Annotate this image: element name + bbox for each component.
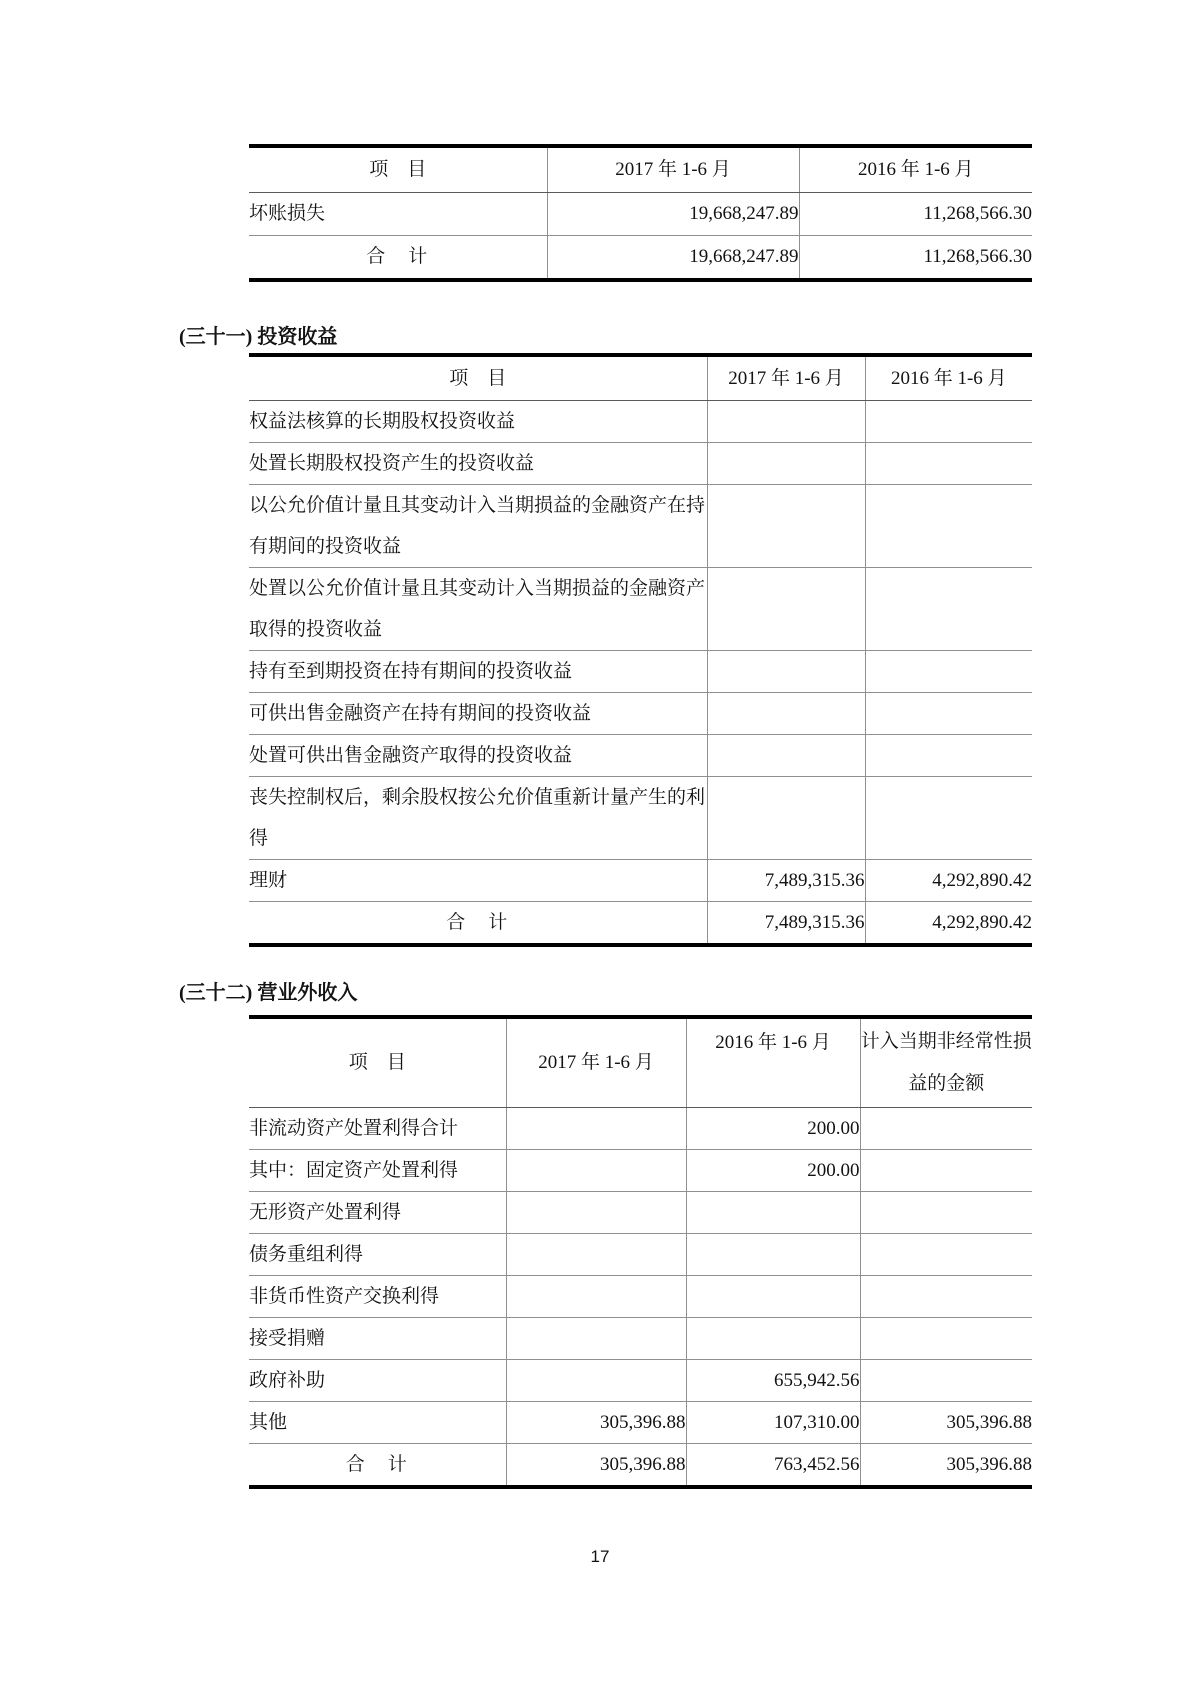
table-header <box>249 146 1032 193</box>
value-cell-nonrecurring <box>860 1108 1032 1150</box>
value-cell-v2017: 7,489,315.36 <box>707 860 865 902</box>
value-cell-v2017 <box>707 485 865 568</box>
table-header <box>249 1017 1032 1108</box>
table-row <box>249 443 1032 485</box>
column-header: 2017 年 1-6 月 <box>506 1017 686 1108</box>
value-cell-v2016 <box>865 401 1032 443</box>
section-32-title: (三十二) 营业外收入 <box>179 982 358 1004</box>
value-cell-v2017 <box>707 693 865 735</box>
table-row <box>249 1150 1032 1192</box>
value-cell-v2017 <box>506 1276 686 1318</box>
table-row <box>249 1192 1032 1234</box>
table-row <box>249 485 1032 568</box>
item-cell: 处置以公允价值计量且其变动计入当期损益的金融资产取得的投资收益 <box>249 568 707 651</box>
item-cell: 坏账损失 <box>249 193 547 236</box>
item-cell: 丧失控制权后，剩余股权按公允价值重新计量产生的利得 <box>249 777 707 860</box>
value-cell-v2016 <box>865 485 1032 568</box>
value-cell-v2016: 655,942.56 <box>686 1360 860 1402</box>
value-cell-v2017 <box>506 1150 686 1192</box>
value-cell-v2016: 200.00 <box>686 1150 860 1192</box>
value-cell-v2016 <box>686 1234 860 1276</box>
column-header: 项 目 <box>249 146 547 193</box>
table-row <box>249 860 1032 902</box>
value-cell-nonrecurring <box>860 1318 1032 1360</box>
value-cell-nonrecurring <box>860 1234 1032 1276</box>
table-header <box>249 355 1032 401</box>
table-row <box>249 1276 1032 1318</box>
value-cell-v2017 <box>707 735 865 777</box>
table-row <box>249 1318 1032 1360</box>
value-cell-v2016 <box>865 777 1032 860</box>
column-header: 2016 年 1-6 月 <box>799 146 1032 193</box>
item-cell: 理财 <box>249 860 707 902</box>
section-31-title: (三十一) 投资收益 <box>179 326 338 348</box>
table-row <box>249 693 1032 735</box>
value-cell-v2017: 7,489,315.36 <box>707 902 865 946</box>
value-cell-v2017 <box>707 401 865 443</box>
value-cell-v2016: 11,268,566.30 <box>799 193 1032 236</box>
non-operating-income-table <box>249 1015 1032 1489</box>
value-cell-v2017 <box>506 1360 686 1402</box>
value-cell-v2017 <box>707 568 865 651</box>
item-cell: 持有至到期投资在持有期间的投资收益 <box>249 651 707 693</box>
table-row <box>249 777 1032 860</box>
value-cell-v2016: 4,292,890.42 <box>865 902 1032 946</box>
value-cell-v2016 <box>865 693 1032 735</box>
item-cell: 权益法核算的长期股权投资收益 <box>249 401 707 443</box>
item-cell: 政府补助 <box>249 1360 506 1402</box>
column-header: 2017 年 1-6 月 <box>547 146 799 193</box>
value-cell-v2017 <box>707 651 865 693</box>
column-header: 2017 年 1-6 月 <box>707 355 865 401</box>
value-cell-v2016 <box>686 1318 860 1360</box>
value-cell-v2016 <box>865 443 1032 485</box>
column-header: 计入当期非经常性损益的金额 <box>860 1017 1032 1108</box>
value-cell-v2016: 4,292,890.42 <box>865 860 1032 902</box>
table-row <box>249 735 1032 777</box>
item-cell: 接受捐赠 <box>249 1318 506 1360</box>
table-row <box>249 1360 1032 1402</box>
value-cell-v2016: 107,310.00 <box>686 1402 860 1444</box>
value-cell-v2016: 200.00 <box>686 1108 860 1150</box>
table-row <box>249 1234 1032 1276</box>
value-cell-nonrecurring <box>860 1192 1032 1234</box>
item-cell: 合 计 <box>345 1454 409 1475</box>
value-cell-v2017 <box>506 1192 686 1234</box>
item-cell: 非流动资产处置利得合计 <box>249 1108 506 1150</box>
item-cell: 合 计 <box>366 246 430 267</box>
item-cell: 无形资产处置利得 <box>249 1192 506 1234</box>
column-header: 项 目 <box>249 355 707 401</box>
total-row <box>249 1444 1032 1488</box>
bad-debt-loss-table <box>249 144 1032 282</box>
value-cell-v2017: 305,396.88 <box>506 1402 686 1444</box>
investment-income-table <box>249 353 1032 947</box>
column-header: 2016 年 1-6 月 <box>865 355 1032 401</box>
table-row <box>249 193 1032 236</box>
item-cell: 非货币性资产交换利得 <box>249 1276 506 1318</box>
header-row <box>249 146 1032 193</box>
item-cell: 其中：固定资产处置利得 <box>249 1150 506 1192</box>
value-cell-v2016: 11,268,566.30 <box>799 236 1032 281</box>
item-cell: 处置可供出售金融资产取得的投资收益 <box>249 735 707 777</box>
total-row <box>249 236 1032 281</box>
item-cell: 合 计 <box>446 912 510 933</box>
table-row <box>249 568 1032 651</box>
value-cell-nonrecurring <box>860 1360 1032 1402</box>
column-header: 2016 年 1-6 月 <box>686 1017 860 1108</box>
value-cell-v2017: 305,396.88 <box>506 1444 686 1488</box>
value-cell-v2017 <box>707 777 865 860</box>
value-cell-v2016: 763,452.56 <box>686 1444 860 1488</box>
column-header: 项 目 <box>249 1017 506 1108</box>
header-row <box>249 1017 1032 1108</box>
value-cell-v2017 <box>707 443 865 485</box>
value-cell-v2016 <box>686 1192 860 1234</box>
value-cell-v2017 <box>506 1318 686 1360</box>
value-cell-nonrecurring <box>860 1276 1032 1318</box>
value-cell-v2017: 19,668,247.89 <box>547 236 799 281</box>
header-row <box>249 355 1032 401</box>
value-cell-v2017 <box>506 1108 686 1150</box>
value-cell-v2016 <box>865 735 1032 777</box>
value-cell-nonrecurring: 305,396.88 <box>860 1444 1032 1488</box>
item-cell: 处置长期股权投资产生的投资收益 <box>249 443 707 485</box>
value-cell-v2017 <box>506 1234 686 1276</box>
value-cell-v2017: 19,668,247.89 <box>547 193 799 236</box>
value-cell-nonrecurring <box>860 1150 1032 1192</box>
item-cell: 其他 <box>249 1402 506 1444</box>
item-cell: 可供出售金融资产在持有期间的投资收益 <box>249 693 707 735</box>
table-row <box>249 651 1032 693</box>
table-row <box>249 401 1032 443</box>
value-cell-v2016 <box>686 1276 860 1318</box>
value-cell-nonrecurring: 305,396.88 <box>860 1402 1032 1444</box>
value-cell-v2016 <box>865 651 1032 693</box>
table-row <box>249 1108 1032 1150</box>
total-row <box>249 902 1032 946</box>
item-cell: 以公允价值计量且其变动计入当期损益的金融资产在持有期间的投资收益 <box>249 485 707 568</box>
item-cell: 债务重组利得 <box>249 1234 506 1276</box>
page-number: 17 <box>590 1547 610 1566</box>
table-row <box>249 1402 1032 1444</box>
value-cell-v2016 <box>865 568 1032 651</box>
